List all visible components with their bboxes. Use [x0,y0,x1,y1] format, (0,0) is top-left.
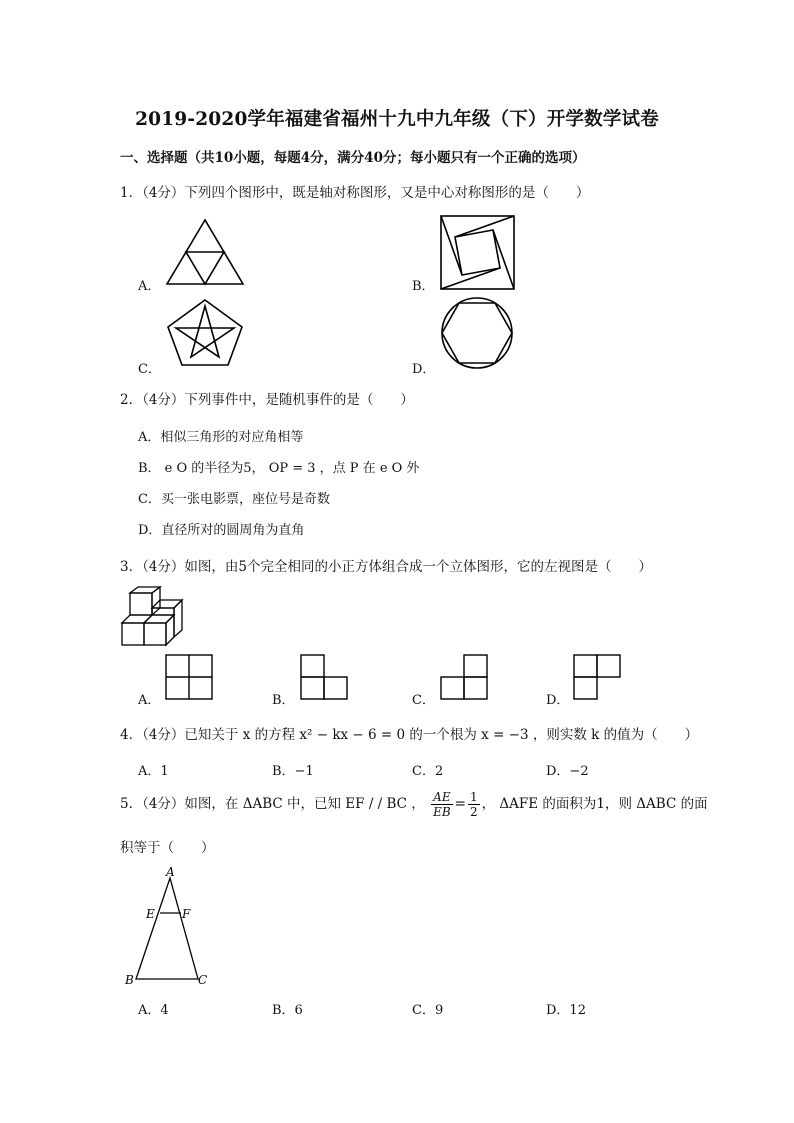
q1-option-d[interactable]: D． [412,362,436,377]
q5-label-b: B [125,973,134,987]
q2-option-a[interactable]: A．相似三角形的对应角相等 [138,430,304,445]
q5-triangle-figure [120,866,220,990]
q5-label-f: F [182,907,191,921]
question-4-stem: 4．（4分）已知关于 x 的方程 x² − kx − 6 = 0 的一个根为 x = −3 ，则实数 k 的值为（ ） [120,727,699,743]
q5-frac-right-den: 2 [469,805,478,819]
q3-view-a-2x2 [165,654,213,700]
q4-option-a[interactable]: A．1 [138,764,169,779]
q1-figure-b-square-pinwheel [440,215,516,291]
q1-figure-d-circle-hexagon [440,296,514,370]
q2-option-d[interactable]: D．直径所对的圆周角为直角 [138,523,305,538]
q5-option-b[interactable]: B．6 [272,1003,303,1018]
q5-stem-before: 5．（4分）如图，在 ΔABC 中，已知 EF / / BC ， [120,796,425,812]
q3-view-c-l-shape [440,654,488,700]
q4-option-c[interactable]: C．2 [412,764,444,779]
q5-option-a[interactable]: A．4 [138,1003,169,1018]
q5-fraction-ae-eb [431,790,453,819]
q3-view-d-l-shape [573,654,621,700]
q2-option-b[interactable]: B． e O 的半径为5， OP = 3 ，点 P 在 e O 外 [138,461,420,476]
q5-label-c: C [198,973,208,987]
q1-option-c[interactable]: C． [138,362,161,377]
q2-option-c[interactable]: C．买一张电影票，座位号是奇数 [138,492,330,507]
section-heading: 一、选择题（共10小题，每题4分，满分40分；每小题只有一个正确的选项） [120,150,586,166]
q5-option-c[interactable]: C．9 [412,1003,444,1018]
q1-figure-a-triangle [165,218,245,288]
question-3-stem: 3．（4分）如图，由5个完全相同的小正方体组合成一个立体图形，它的左视图是（ ） [120,559,653,575]
q5-option-d[interactable]: D．12 [546,1003,586,1018]
question-5-stem-line2: 积等于（ ） [120,840,215,856]
q5-frac-left-den: EB [433,805,451,819]
q5-equals: = [454,796,466,812]
q3-view-b-l-shape [300,654,348,700]
q3-option-c[interactable]: C． [412,693,435,708]
q3-cube-stack-figure [120,586,192,648]
q4-option-d[interactable]: D．−2 [546,764,589,779]
q5-label-a: A [166,865,175,879]
q4-option-b[interactable]: B．−1 [272,764,314,779]
q3-option-d[interactable]: D． [546,693,570,708]
q1-option-a[interactable]: A． [138,279,161,294]
question-1-stem: 1．（4分）下列四个图形中，既是轴对称图形，又是中心对称图形的是（ ） [120,185,590,201]
q5-frac-right-num: 1 [469,790,478,804]
q1-figure-c-pentagon-star [165,298,245,368]
q3-option-b[interactable]: B． [272,693,295,708]
q3-option-a[interactable]: A． [138,693,161,708]
question-5-stem-line1 [120,790,708,819]
q5-label-e: E [146,907,155,921]
q5-fraction-one-half [468,790,480,819]
page-title: 2019-2020学年福建省福州十九中九年级（下）开学数学试卷 [135,109,659,130]
q5-frac-left-num: AE [431,790,453,805]
q5-stem-after: ， ΔAFE 的面积为1，则 ΔABC 的面 [481,796,708,812]
question-2-stem: 2．（4分）下列事件中，是随机事件的是（ ） [120,392,414,408]
q1-option-b[interactable]: B． [412,279,435,294]
